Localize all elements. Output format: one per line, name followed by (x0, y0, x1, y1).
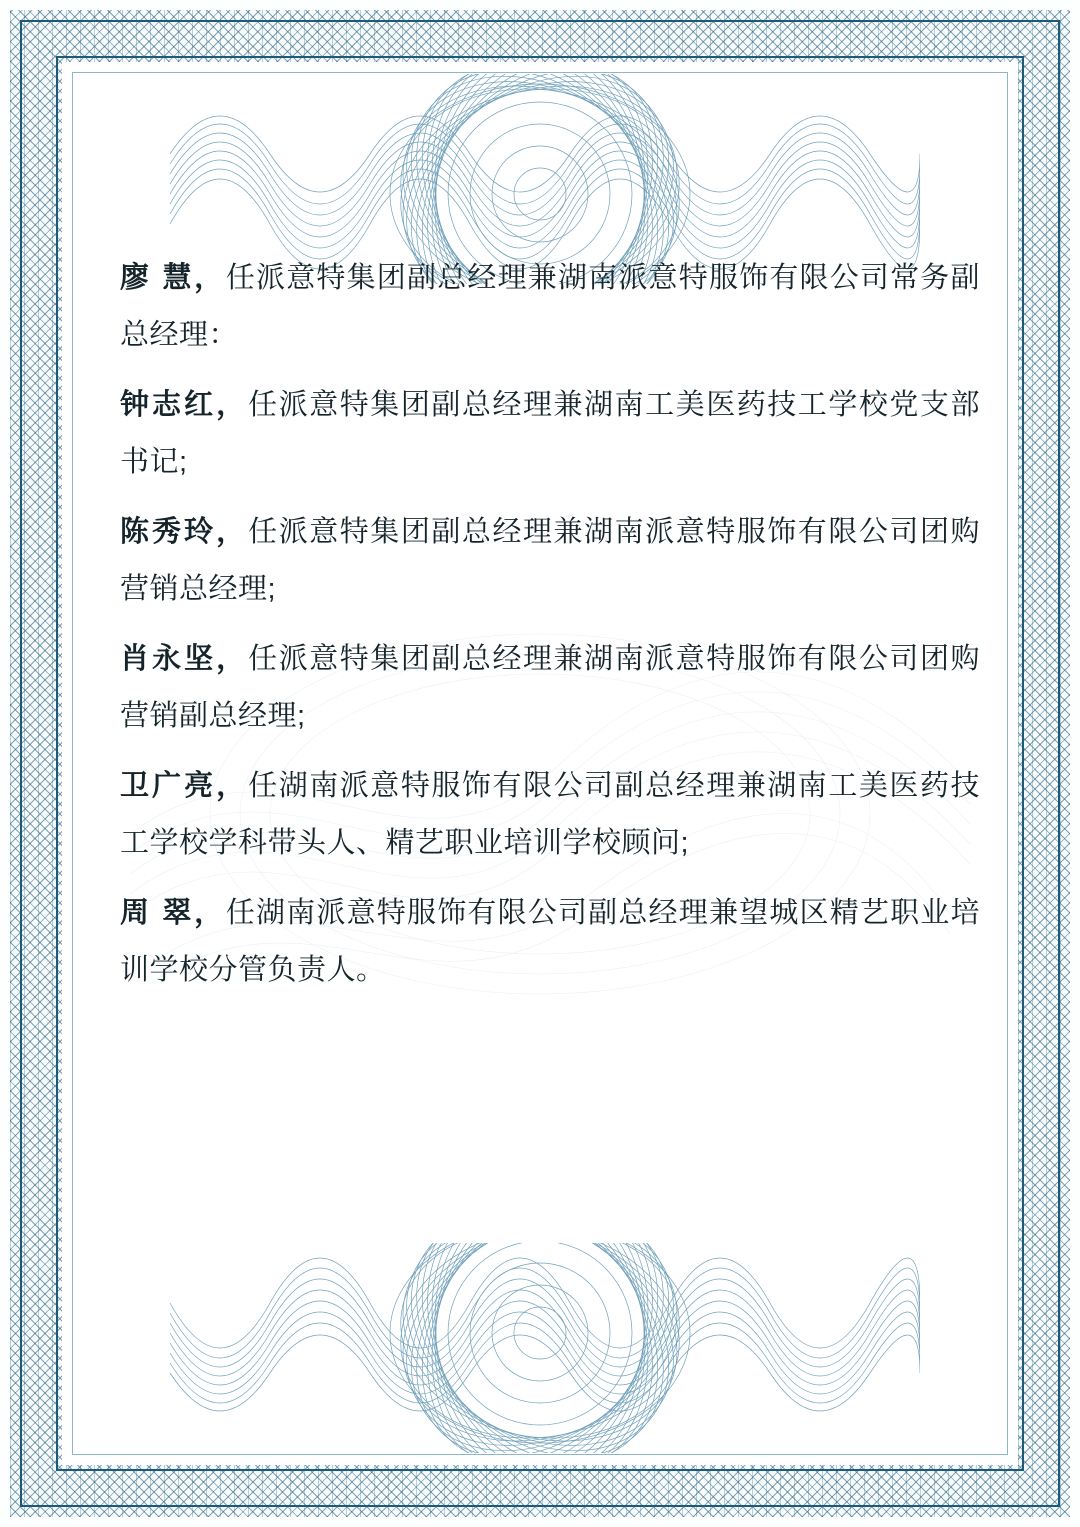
person-name: 周 翠， (120, 897, 226, 930)
person-name: 肖永坚， (120, 643, 249, 676)
appointment-entry-6 (120, 885, 980, 998)
appointment-text: 任派意特集团副总经理兼湖南派意特服饰有限公司团购营销总经理; (120, 516, 980, 605)
appointment-entry-2 (120, 377, 980, 490)
appointment-entry-5 (120, 758, 980, 871)
person-name: 钟志红， (120, 389, 249, 422)
appointment-text: 任湖南派意特服饰有限公司副总经理兼湖南工美医药技工学校学科带头人、精艺职业培训学校顾问; (120, 770, 980, 859)
appointment-text: 任派意特集团副总经理兼湖南派意特服饰有限公司常务副总经理： (120, 262, 980, 351)
certificate-body (120, 250, 980, 1277)
person-name: 廖 慧， (120, 262, 226, 294)
appointment-text: 任派意特集团副总经理兼湖南工美医药技工学校党支部书记; (120, 389, 980, 478)
appointment-entry-1 (120, 250, 980, 363)
appointment-entry-4 (120, 631, 980, 744)
person-name: 陈秀玲， (120, 516, 249, 549)
person-name: 卫广亮， (120, 770, 249, 803)
appointment-text: 任派意特集团副总经理兼湖南派意特服饰有限公司团购营销副总经理; (120, 643, 980, 732)
appointment-entry-3 (120, 504, 980, 617)
appointment-text: 任湖南派意特服饰有限公司副总经理兼望城区精艺职业培训学校分管负责人。 (120, 897, 980, 987)
